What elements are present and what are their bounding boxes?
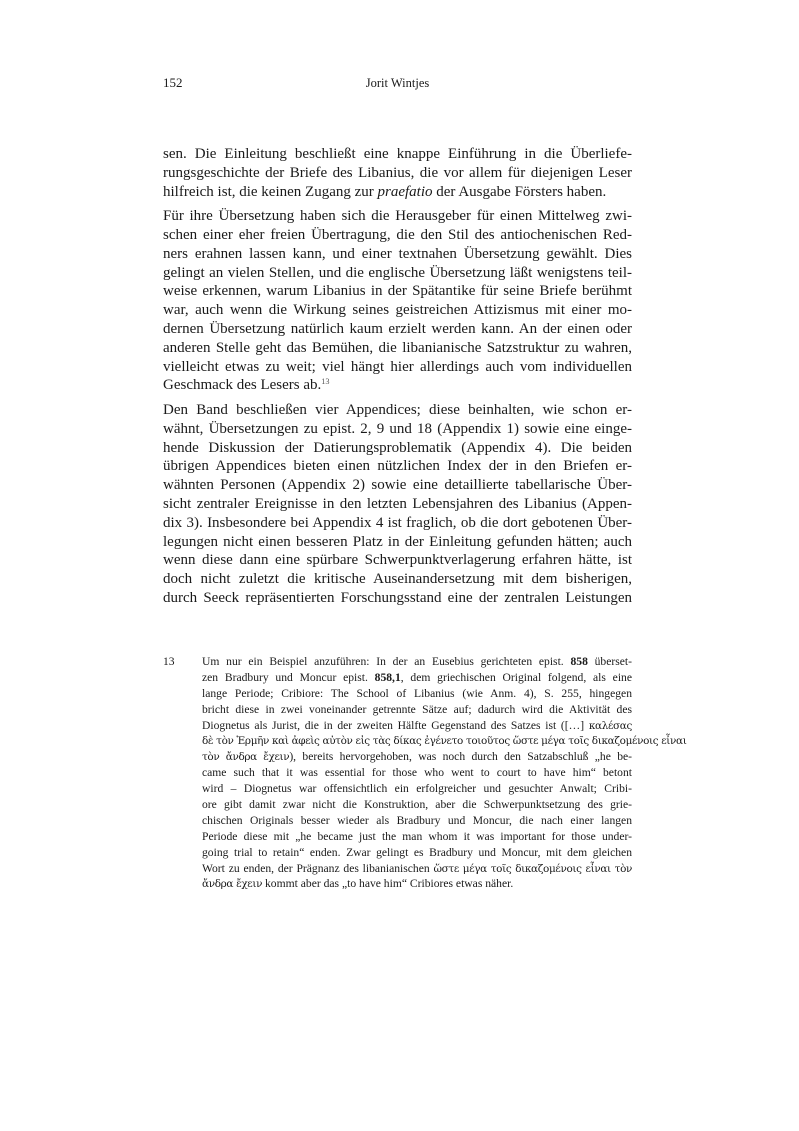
text-segment: wähnten Personen (Appendix 2) sowie eine detaillierte tabellarische Über- — [163, 477, 632, 494]
bold-text: 858,1 — [374, 670, 401, 684]
text-segment: legungen nicht einen besseren Platz in der Einleitung gefunden hätten; auch — [163, 533, 632, 550]
text-line — [163, 495, 632, 514]
text-segment: vielleicht etwas zu weit; viel hängt hier allerdings auch vom individuellen — [163, 358, 632, 375]
text-line — [163, 401, 632, 420]
text-segment: Geschmack des Lesers ab. — [163, 377, 322, 394]
text-line — [202, 670, 632, 686]
text-segment: sicht zentraler Ereignisse in den letzten Lebensjahren des Libanius (Appen- — [163, 495, 632, 512]
text-line — [202, 702, 632, 718]
text-segment: übrigen Appendices bieten einen nützlichen Index der in den Briefen er- — [163, 458, 632, 475]
text-segment: Diognetus als Jurist, die in der zweiten Hälfte Gegenstand des Satzes ist ([…] — [202, 718, 589, 732]
text-line — [163, 339, 632, 358]
text-line — [163, 551, 632, 570]
greek-text: ὥστε μέγα τοῖς δικαζομένοις εἶναι τὸν — [433, 862, 632, 875]
text-line — [163, 533, 632, 552]
greek-text: καλέσας — [588, 719, 632, 732]
running-head: Jorit Wintjes — [365, 76, 430, 90]
text-line — [163, 164, 632, 183]
body-text — [163, 145, 632, 614]
text-segment: wähnt, Übersetzungen zu epist. 2, 9 und 18 (Appendix 1) sowie eine einge- — [163, 420, 632, 437]
text-line — [202, 845, 632, 861]
text-segment: war, auch wenn die Wirkung seines geistreichen Attizismus mit einer mo- — [163, 302, 632, 319]
text-segment: sen. Die Einleitung beschließt eine knappe Einführung in die Überliefe- — [163, 146, 632, 162]
text-line — [163, 376, 632, 395]
text-line — [202, 829, 632, 845]
text-segment: Periode diese mit „he became just the man whom it was important for those under- — [202, 829, 632, 843]
text-line — [163, 420, 632, 439]
page-header — [163, 75, 632, 95]
greek-text: τὸν ἄνδρα ἔχειν — [202, 751, 290, 764]
text-segment: ners erahnen lassen kann, und einer textnahen Übersetzung gewählt. Dies — [163, 245, 632, 262]
text-line — [163, 439, 632, 458]
text-segment: lange Periode; Cribiore: The School of Libanius (wie Anm. 4), S. 255, hingegen — [202, 686, 632, 700]
text-line — [202, 876, 632, 892]
text-line — [202, 861, 632, 877]
text-line — [202, 781, 632, 797]
text-segment: , dem griechischen Original folgend, als eine — [400, 670, 632, 684]
footnote-text — [202, 654, 687, 892]
bold-text: 858 — [570, 655, 588, 668]
text-segment: hende Diskussion der Datierungsproblematik (Appendix 4). Die beiden — [163, 439, 632, 456]
text-line — [163, 145, 632, 164]
greek-text: δὲ τὸν Ἑρμῆν καὶ ἀφεὶς αὐτὸν εἰς τὰς δίκας ἐγένετο τοιοῦτος ὥστε μέγα τοῖς δικαζομένοις εἶναι — [202, 735, 687, 748]
text-segment: Den Band beschließen vier Appendices; diese beinhalten, wie schon er- — [163, 401, 632, 418]
text-line — [163, 183, 632, 202]
text-line — [202, 733, 687, 749]
text-segment: zen Bradbury und Moncur epist. — [202, 670, 375, 684]
text-segment: Für ihre Übersetzung haben sich die Herausgeber für einen Mittelweg zwi- — [163, 208, 632, 225]
text-line — [202, 797, 632, 813]
text-segment: bricht diese in zwei voneinander getrennte Sätze auf; dadurch wird die Aktivität des — [202, 702, 632, 716]
text-line — [163, 301, 632, 320]
text-segment: wird – Diognetus war offensichtlich ein erfolgreicher und gesuchter Anwalt; Cribi- — [202, 782, 632, 796]
text-segment: hilfreich ist, die keinen Zugang zur — [163, 183, 378, 200]
text-segment: der Ausgabe Försters haben. — [432, 183, 607, 200]
text-line — [163, 457, 632, 476]
paragraph — [163, 207, 632, 395]
text-segment: durch Seeck repräsentierten Forschungsstand eine der zentralen Leistungen — [163, 589, 632, 606]
text-line — [202, 765, 632, 781]
text-line — [202, 654, 632, 670]
text-segment: Wort zu enden, der Prägnanz des libanianischen — [202, 861, 434, 875]
text-line — [202, 813, 632, 829]
text-line — [163, 320, 632, 339]
text-segment: chischen Originals besser wieder als Bradbury und Moncur, die nach einer langen — [202, 813, 632, 827]
text-line — [163, 589, 632, 608]
text-segment: Um nur ein Beispiel anzuführen: In der an Eusebius gerichteten epist. — [202, 655, 571, 668]
text-line — [163, 476, 632, 495]
text-segment: schen einer eher freien Übertragung, die den Stil des antiochenischen Red- — [163, 226, 632, 243]
footnote-reference: 13 — [321, 377, 330, 387]
text-line — [202, 718, 632, 734]
text-segment: rungsgeschichte der Briefe des Libanius, die vor allem für diejenigen Leser — [163, 164, 632, 181]
text-line — [163, 514, 632, 533]
text-segment: came such that it was essential for those who went to court to have him“ betont — [202, 766, 632, 780]
footnote-number: 13 — [163, 655, 175, 668]
text-segment: ore gibt damit zwar nicht die Konstruktion, aber die Schwerpunktsetzung des grie- — [202, 798, 632, 812]
text-line — [163, 570, 632, 589]
italic-text: praefatio — [377, 183, 433, 200]
greek-text: ἄνδρα ἔχειν — [202, 878, 263, 891]
text-line — [163, 358, 632, 377]
paragraph — [163, 401, 632, 608]
text-line — [202, 749, 632, 765]
text-segment: gelingt an vielen Stellen, und die englische Übersetzung läßt wenigstens teil- — [163, 264, 632, 281]
text-segment: überset- — [587, 655, 632, 668]
text-segment: weise erkennen, warum Libanius in der Spätantike für seine Briefe berühmt — [163, 283, 632, 300]
text-line — [163, 264, 632, 283]
paragraph — [163, 145, 632, 201]
text-segment: going trial to retain“ enden. Zwar gelingt es Bradbury und Moncur, mit dem gleichen — [202, 845, 632, 859]
text-segment: dix 3). Insbesondere bei Appendix 4 ist fraglich, ob die dort gebotenen Über- — [163, 514, 632, 531]
text-segment: kommt aber das „to have him“ Cribiores etwas näher. — [262, 877, 514, 891]
text-segment: anderen Stelle geht das Bemühen, die libanianische Satzstruktur zu wahren, — [163, 339, 632, 356]
page-number: 152 — [163, 75, 183, 90]
text-line — [163, 245, 632, 264]
text-line — [163, 226, 632, 245]
text-line — [202, 686, 632, 702]
text-line — [163, 282, 632, 301]
text-segment: ), bereits hervorgehoben, was noch durch den Satzabschluß „he be- — [289, 750, 633, 764]
text-segment: wenn diese dann eine spürbare Schwerpunktverlagerung erfahren hätte, ist — [163, 552, 632, 569]
text-segment: dernen Übersetzung natürlich kaum erzielt werden kann. An der einen oder — [163, 320, 632, 337]
text-segment: doch nicht zuletzt die kritische Auseinandersetzung mit dem bisherigen, — [163, 571, 632, 588]
text-line — [163, 207, 632, 226]
